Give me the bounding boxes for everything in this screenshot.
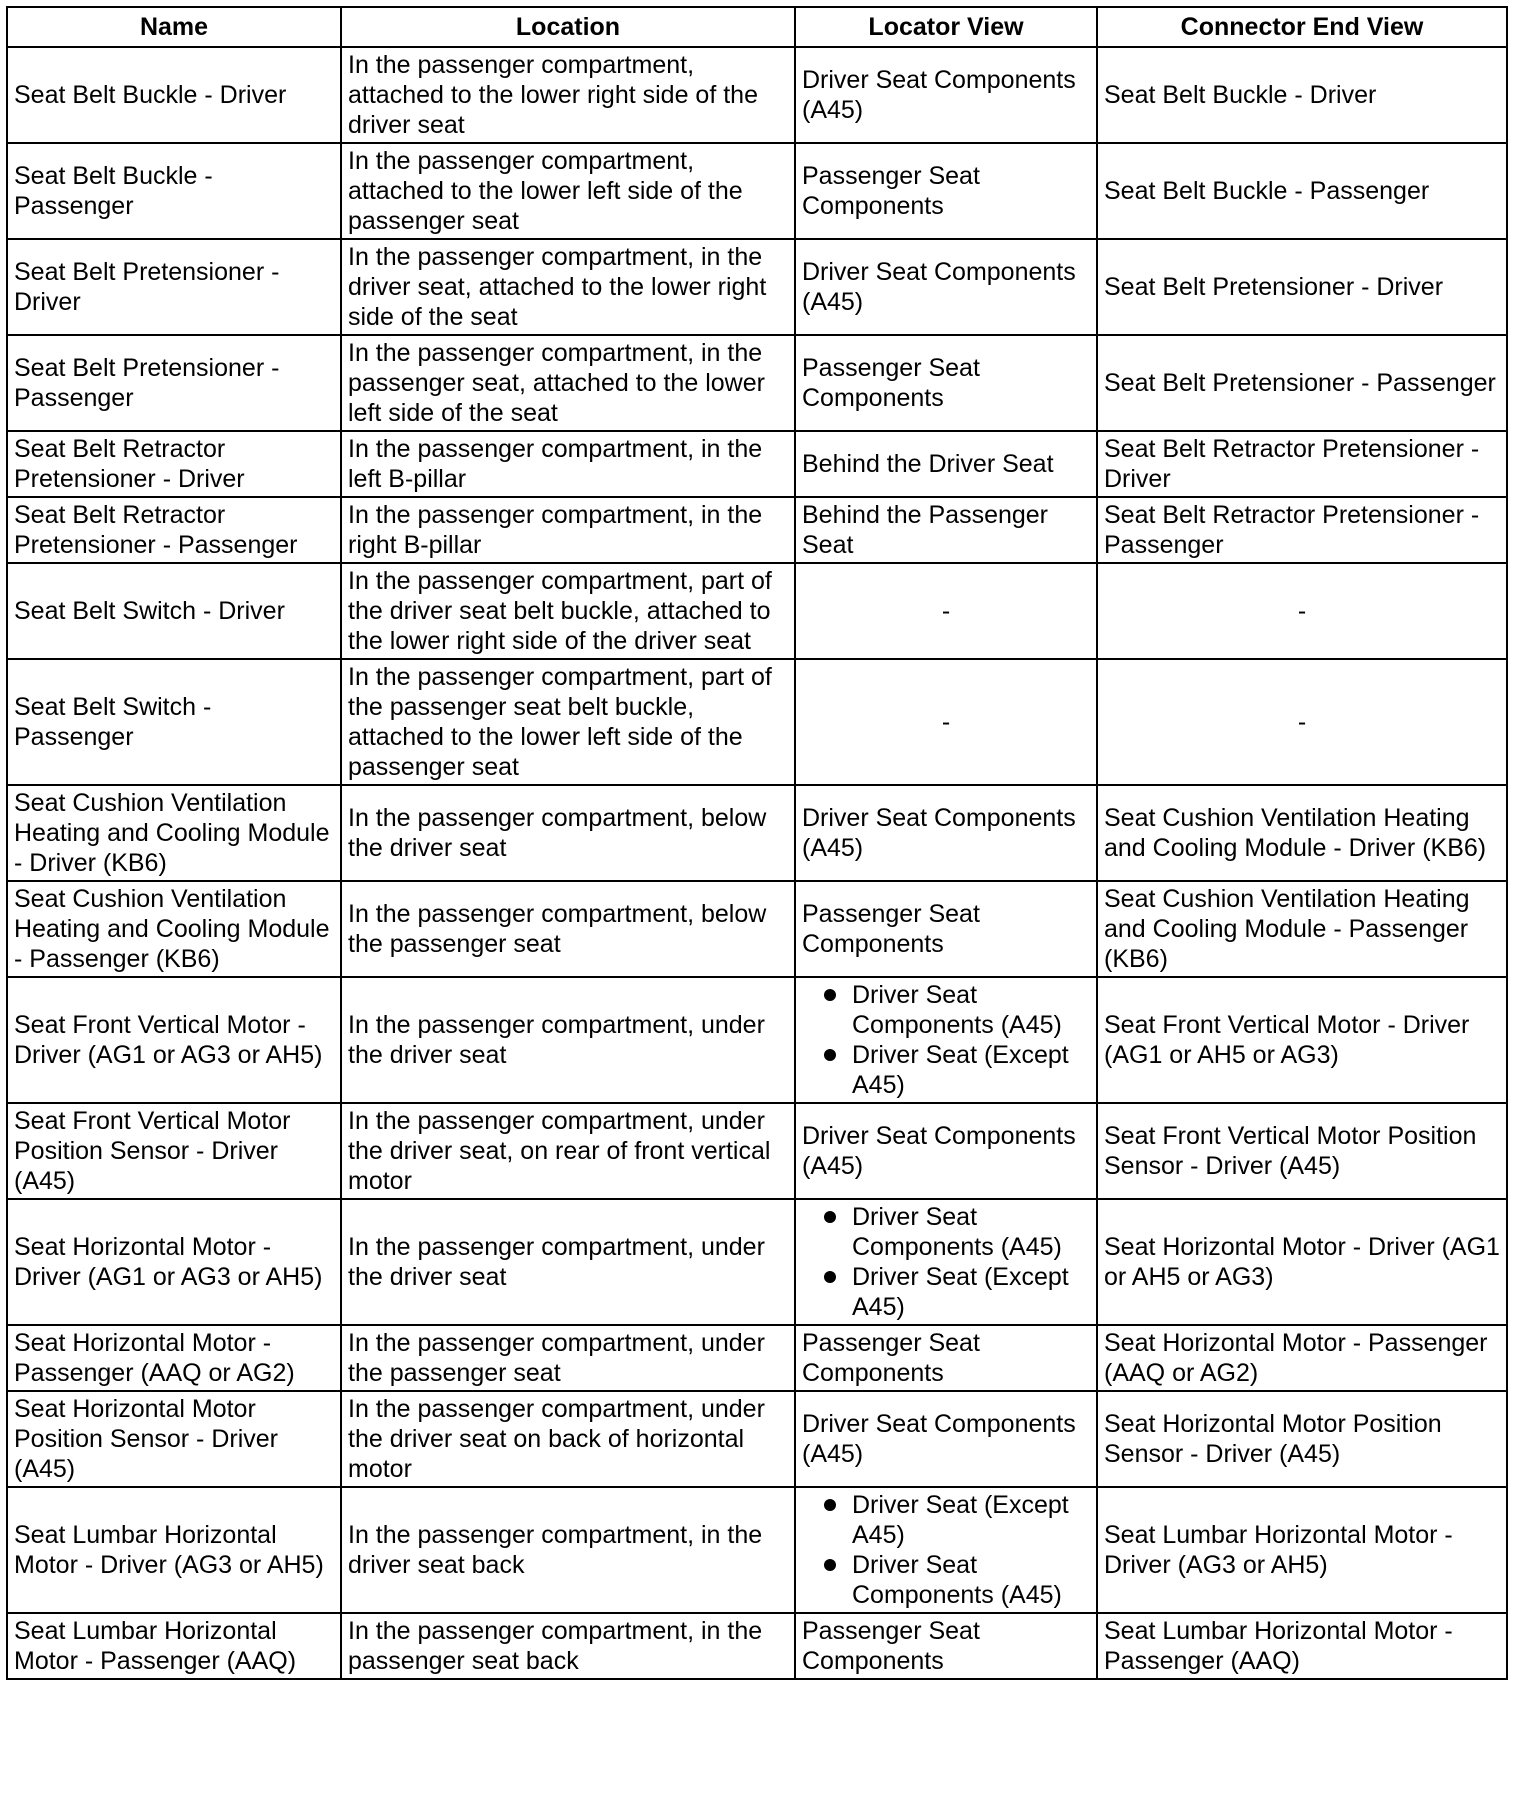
cell-locator-view: Behind the Driver Seat — [795, 431, 1097, 497]
cell-connector-end-view: Seat Front Vertical Motor Position Sensor - Driver (A45) — [1097, 1103, 1507, 1199]
cell-location: In the passenger compartment, under the driver seat on back of horizontal motor — [341, 1391, 795, 1487]
component-locator-table — [6, 6, 1508, 1680]
cell-name: Seat Horizontal Motor - Driver (AG1 or AG3 or AH5) — [7, 1199, 341, 1325]
cell-locator-view — [795, 977, 1097, 1103]
cell-locator-view: Passenger Seat Components — [795, 1613, 1097, 1679]
cell-location: In the passenger compartment, below the passenger seat — [341, 881, 795, 977]
cell-connector-end-view: - — [1097, 563, 1507, 659]
cell-location: In the passenger compartment, under the driver seat, on rear of front vertical motor — [341, 1103, 795, 1199]
locator-view-item: Driver Seat Components (A45) — [802, 980, 1090, 1040]
table-row — [7, 977, 1507, 1103]
table-row — [7, 431, 1507, 497]
table-row — [7, 1613, 1507, 1679]
table-row — [7, 1199, 1507, 1325]
column-header-connector-end-view: Connector End View — [1097, 7, 1507, 47]
cell-name: Seat Lumbar Horizontal Motor - Passenger (AAQ) — [7, 1613, 341, 1679]
table-row — [7, 47, 1507, 143]
cell-name: Seat Belt Pretensioner - Passenger — [7, 335, 341, 431]
cell-connector-end-view: Seat Belt Buckle - Passenger — [1097, 143, 1507, 239]
table-row — [7, 1391, 1507, 1487]
table-row — [7, 659, 1507, 785]
cell-name: Seat Belt Retractor Pretensioner - Passenger — [7, 497, 341, 563]
locator-view-item: Driver Seat Components (A45) — [802, 1202, 1090, 1262]
table-row — [7, 239, 1507, 335]
cell-locator-view — [795, 1199, 1097, 1325]
cell-connector-end-view: Seat Lumbar Horizontal Motor - Driver (AG3 or AH5) — [1097, 1487, 1507, 1613]
locator-view-item: Driver Seat (Except A45) — [802, 1262, 1090, 1322]
cell-name: Seat Cushion Ventilation Heating and Cooling Module - Passenger (KB6) — [7, 881, 341, 977]
locator-view-item: Driver Seat (Except A45) — [802, 1040, 1090, 1100]
cell-locator-view: Driver Seat Components (A45) — [795, 785, 1097, 881]
cell-locator-view: Driver Seat Components (A45) — [795, 1391, 1097, 1487]
cell-location: In the passenger compartment, in the driver seat, attached to the lower right side of the seat — [341, 239, 795, 335]
cell-location: In the passenger compartment, attached to the lower left side of the passenger seat — [341, 143, 795, 239]
column-header-name: Name — [7, 7, 341, 47]
cell-name: Seat Horizontal Motor - Passenger (AAQ or AG2) — [7, 1325, 341, 1391]
cell-location: In the passenger compartment, under the driver seat — [341, 1199, 795, 1325]
table-row — [7, 1325, 1507, 1391]
locator-view-item: Driver Seat (Except A45) — [802, 1490, 1090, 1550]
cell-locator-view: - — [795, 563, 1097, 659]
cell-location: In the passenger compartment, under the driver seat — [341, 977, 795, 1103]
cell-locator-view: Passenger Seat Components — [795, 143, 1097, 239]
cell-name: Seat Belt Switch - Driver — [7, 563, 341, 659]
cell-locator-view: Driver Seat Components (A45) — [795, 239, 1097, 335]
header-row — [7, 7, 1507, 47]
cell-name: Seat Belt Buckle - Passenger — [7, 143, 341, 239]
cell-connector-end-view: - — [1097, 659, 1507, 785]
cell-location: In the passenger compartment, below the driver seat — [341, 785, 795, 881]
cell-name: Seat Front Vertical Motor - Driver (AG1 or AG3 or AH5) — [7, 977, 341, 1103]
cell-location: In the passenger compartment, attached to the lower right side of the driver seat — [341, 47, 795, 143]
cell-connector-end-view: Seat Cushion Ventilation Heating and Cooling Module - Passenger (KB6) — [1097, 881, 1507, 977]
cell-name: Seat Belt Switch - Passenger — [7, 659, 341, 785]
table-row — [7, 497, 1507, 563]
cell-locator-view: Passenger Seat Components — [795, 1325, 1097, 1391]
cell-location: In the passenger compartment, in the left B-pillar — [341, 431, 795, 497]
locator-view-list — [802, 980, 1090, 1100]
cell-connector-end-view: Seat Horizontal Motor Position Sensor - Driver (A45) — [1097, 1391, 1507, 1487]
cell-name: Seat Cushion Ventilation Heating and Cooling Module - Driver (KB6) — [7, 785, 341, 881]
cell-locator-view: Driver Seat Components (A45) — [795, 1103, 1097, 1199]
cell-connector-end-view: Seat Front Vertical Motor - Driver (AG1 or AH5 or AG3) — [1097, 977, 1507, 1103]
cell-location: In the passenger compartment, in the passenger seat back — [341, 1613, 795, 1679]
cell-connector-end-view: Seat Lumbar Horizontal Motor - Passenger (AAQ) — [1097, 1613, 1507, 1679]
cell-location: In the passenger compartment, under the passenger seat — [341, 1325, 795, 1391]
cell-name: Seat Lumbar Horizontal Motor - Driver (AG3 or AH5) — [7, 1487, 341, 1613]
cell-location: In the passenger compartment, part of the passenger seat belt buckle, attached to the lower left side of the passenger seat — [341, 659, 795, 785]
cell-locator-view: Behind the Passenger Seat — [795, 497, 1097, 563]
cell-locator-view: Passenger Seat Components — [795, 335, 1097, 431]
cell-locator-view — [795, 1487, 1097, 1613]
table-body — [7, 47, 1507, 1679]
cell-location: In the passenger compartment, in the passenger seat, attached to the lower left side of the seat — [341, 335, 795, 431]
cell-name: Seat Belt Retractor Pretensioner - Driver — [7, 431, 341, 497]
locator-view-item: Driver Seat Components (A45) — [802, 1550, 1090, 1610]
column-header-location: Location — [341, 7, 795, 47]
cell-connector-end-view: Seat Belt Buckle - Driver — [1097, 47, 1507, 143]
table-row — [7, 881, 1507, 977]
cell-connector-end-view: Seat Belt Pretensioner - Driver — [1097, 239, 1507, 335]
cell-connector-end-view: Seat Horizontal Motor - Driver (AG1 or AH5 or AG3) — [1097, 1199, 1507, 1325]
table-row — [7, 1487, 1507, 1613]
cell-location: In the passenger compartment, in the right B-pillar — [341, 497, 795, 563]
table-row — [7, 563, 1507, 659]
locator-view-list — [802, 1490, 1090, 1610]
cell-connector-end-view: Seat Horizontal Motor - Passenger (AAQ or AG2) — [1097, 1325, 1507, 1391]
locator-view-list — [802, 1202, 1090, 1322]
cell-connector-end-view: Seat Cushion Ventilation Heating and Cooling Module - Driver (KB6) — [1097, 785, 1507, 881]
table-row — [7, 785, 1507, 881]
cell-location: In the passenger compartment, in the driver seat back — [341, 1487, 795, 1613]
cell-location: In the passenger compartment, part of the driver seat belt buckle, attached to the lower right side of the driver seat — [341, 563, 795, 659]
cell-locator-view: Passenger Seat Components — [795, 881, 1097, 977]
cell-connector-end-view: Seat Belt Retractor Pretensioner - Passenger — [1097, 497, 1507, 563]
column-header-locator-view: Locator View — [795, 7, 1097, 47]
cell-connector-end-view: Seat Belt Pretensioner - Passenger — [1097, 335, 1507, 431]
cell-connector-end-view: Seat Belt Retractor Pretensioner - Driver — [1097, 431, 1507, 497]
cell-name: Seat Belt Pretensioner - Driver — [7, 239, 341, 335]
cell-name: Seat Horizontal Motor Position Sensor - Driver (A45) — [7, 1391, 341, 1487]
table-row — [7, 143, 1507, 239]
cell-name: Seat Belt Buckle - Driver — [7, 47, 341, 143]
cell-locator-view: Driver Seat Components (A45) — [795, 47, 1097, 143]
table-row — [7, 335, 1507, 431]
component-locator-sheet — [6, 6, 1506, 1680]
table-row — [7, 1103, 1507, 1199]
cell-name: Seat Front Vertical Motor Position Sensor - Driver (A45) — [7, 1103, 341, 1199]
cell-locator-view: - — [795, 659, 1097, 785]
